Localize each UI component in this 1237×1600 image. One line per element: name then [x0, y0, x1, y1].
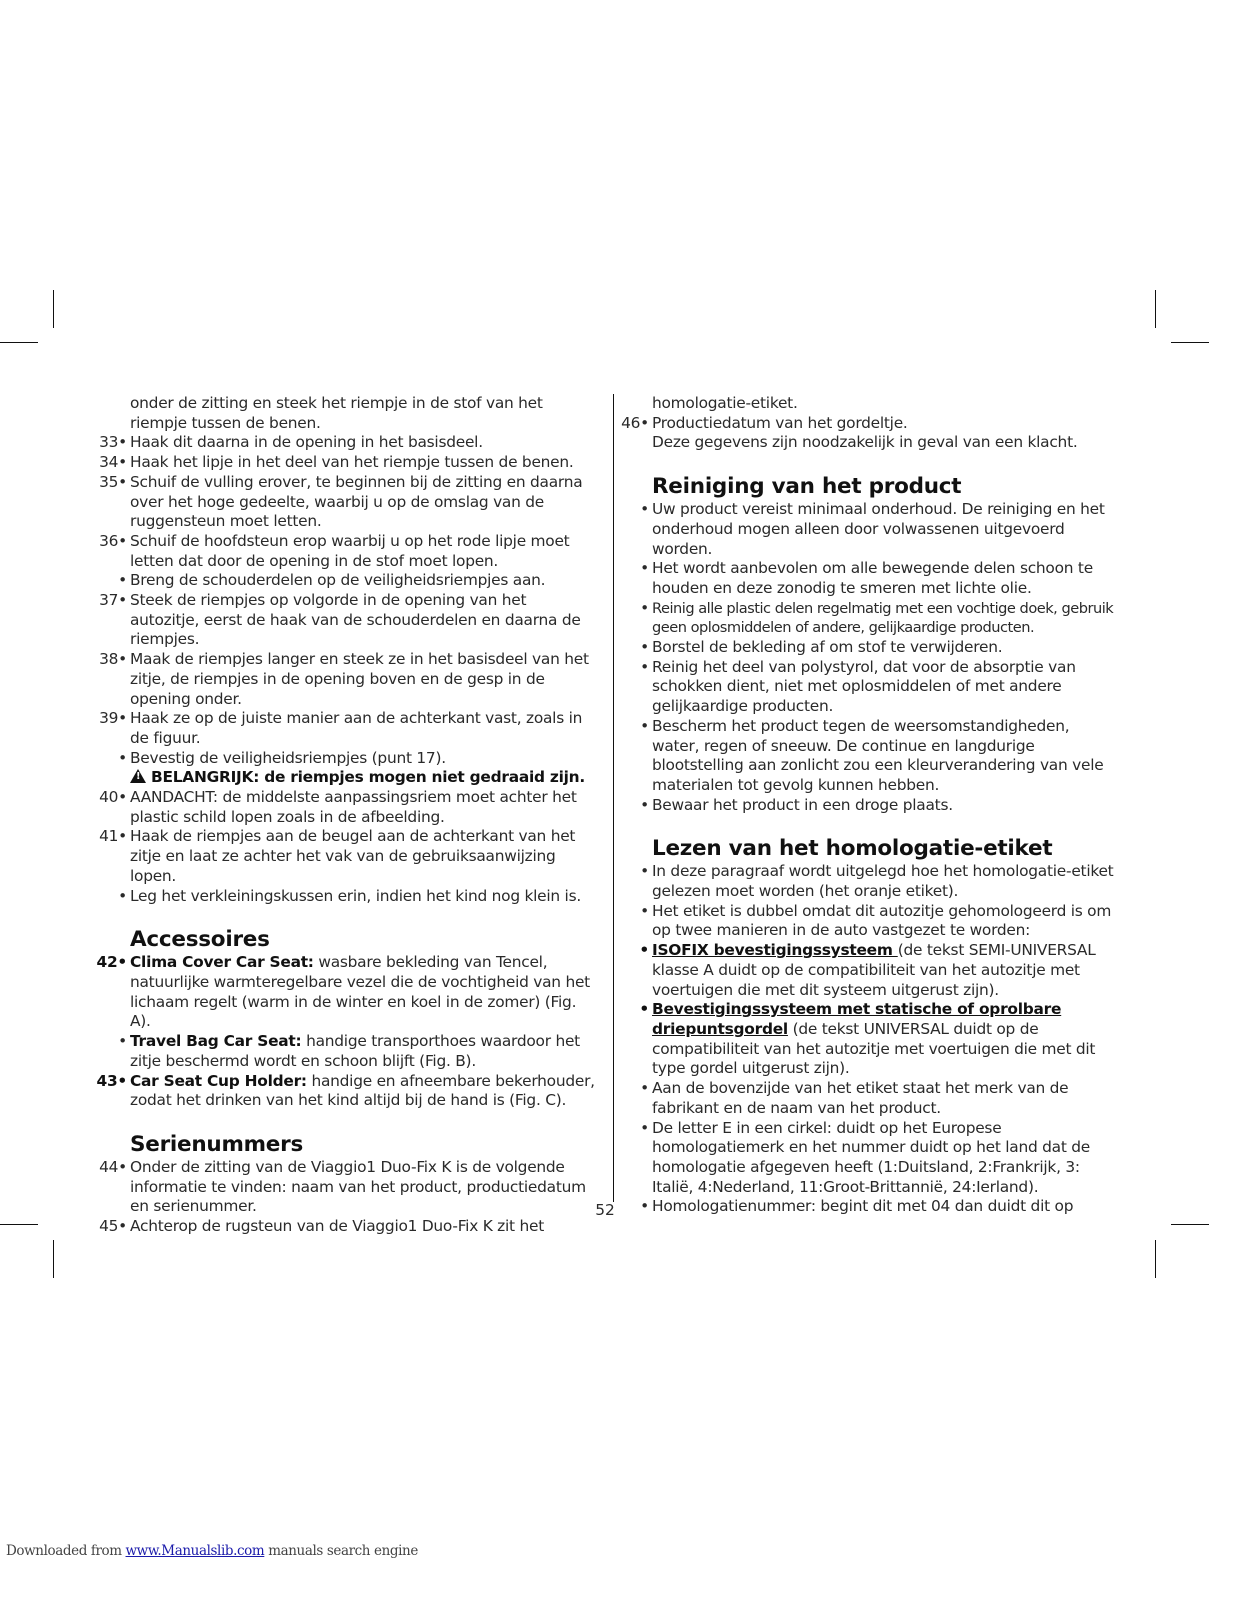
item-text: Achterop de rugsteun van de Viaggio1 Duo-Fix K zit het	[130, 1217, 544, 1236]
item-text: Homologatienummer: begint dit met 04 dan duidt dit op	[652, 1197, 1074, 1216]
item-text: Haak de riempjes aan de beugel aan de achterkant van het zitje en laat ze achter het vak van de gebruiksaanwijzing lopen.	[130, 827, 576, 885]
section-heading-reiniging: Reiniging van het product	[652, 474, 962, 500]
item-marker: •	[118, 886, 127, 905]
item-marker: 45•	[99, 1217, 127, 1236]
item-text: Schuif de hoofdsteun erop waarbij u op het rode lipje moet letten dat door de opening in de stof moet lopen.	[130, 531, 570, 570]
bullet: •	[640, 638, 649, 657]
bullet: •	[640, 1079, 649, 1098]
bullet: •	[640, 862, 649, 881]
bullet: •	[640, 716, 649, 735]
list-item	[96, 571, 596, 591]
page-number: 52	[595, 1201, 615, 1219]
item-marker: •	[118, 1032, 127, 1051]
list-item	[618, 1119, 1118, 1198]
bullet: •	[640, 559, 649, 578]
right-column	[618, 394, 1118, 1217]
list-item	[618, 941, 1118, 1000]
warning-note	[96, 768, 596, 788]
item-text: Haak ze op de juiste manier aan de achterkant vast, zoals in de figuur.	[130, 709, 583, 747]
paragraph	[96, 394, 596, 433]
item-marker: 40•	[99, 788, 127, 807]
list-item	[96, 453, 596, 473]
bullet: •	[640, 598, 649, 617]
bullet: •	[640, 901, 649, 920]
warning-icon	[130, 769, 146, 783]
crop-mark	[1155, 1240, 1156, 1278]
crop-mark	[53, 1240, 54, 1278]
bullet: •	[640, 1118, 649, 1137]
item-text: Haak dit daarna in de opening in het basisdeel.	[130, 433, 483, 452]
item-text: Onder de zitting van de Viaggio1 Duo-Fix K is de volgende informatie te vinden: naam van het product, productiedatum en serienummer.	[130, 1157, 586, 1216]
item-marker: 39•	[99, 709, 127, 728]
item-text: Bewaar het product in een droge plaats.	[652, 795, 953, 814]
item-text: De letter E in een cirkel: duidt op het Europese homologatiemerk en het nummer duidt op het land dat de homologatie afgegeven heeft (1:Duitsland, 2:Frankrijk, 3: Italië, 4:Nederland, 11:Groot-Brittannië, 24:Ierland).	[652, 1118, 1091, 1196]
item-marker: 44•	[99, 1157, 127, 1176]
list-item	[618, 717, 1118, 796]
item-text: Reinig alle plastic delen regelmatig met een vochtige doek, gebruik geen oplosmiddelen of andere, gelijkaardige producten.	[652, 599, 1114, 637]
item-label: ISOFIX bevestigingssysteem	[652, 941, 898, 960]
list-item	[96, 1032, 596, 1071]
list-item	[618, 559, 1118, 598]
list-item	[618, 862, 1118, 901]
item-label: Bevestigingssysteem met statische of oprolbare driepuntsgordel	[652, 1000, 1062, 1038]
list-item	[618, 796, 1118, 816]
paragraph	[618, 394, 1118, 414]
item-text: In deze paragraaf wordt uitgelegd hoe het homologatie-etiket gelezen moet worden (het oranje etiket).	[652, 862, 1114, 901]
list-item	[618, 902, 1118, 941]
list-item	[618, 500, 1118, 559]
bullet: •	[639, 941, 649, 960]
list-item	[96, 473, 596, 532]
column-divider	[613, 394, 614, 1202]
item-text: wasbare bekleding van Tencel, natuurlijke warmteregelbare vezel die de vochtigheid van het lichaam regelt (warm in de winter en koel in de zomer) (Fig. A).	[130, 953, 590, 1031]
item-marker: 35•	[99, 472, 127, 491]
list-item	[618, 1000, 1118, 1079]
bullet: •	[640, 1197, 649, 1216]
item-text: Bevestig de veiligheidsriempjes (punt 17).	[130, 748, 446, 767]
item-marker: 37•	[99, 591, 127, 610]
item-text: Haak het lipje in het deel van het riempje tussen de benen.	[130, 453, 574, 472]
crop-mark	[1171, 342, 1209, 343]
list-item	[96, 1158, 596, 1217]
list-item	[618, 414, 1118, 434]
left-column	[96, 394, 596, 1237]
list-item	[96, 532, 596, 571]
paragraph-text: onder de zitting en steek het riempje in de stof van het riempje tussen de benen.	[130, 394, 543, 432]
paragraph-text: Deze gegevens zijn noodzakelijk in geval van een klacht.	[652, 433, 1078, 452]
list-item	[96, 827, 596, 886]
item-marker: 33•	[99, 433, 127, 452]
list-item	[96, 1217, 596, 1237]
item-text: Maak de riempjes langer en steek ze in het basisdeel van het zitje, de riempjes in de opening boven en de gesp in de opening onder.	[130, 650, 589, 708]
list-item	[96, 1072, 596, 1111]
section-heading-serienummers: Serienummers	[130, 1131, 304, 1157]
item-text: (de tekst SEMI-UNIVERSAL klasse A duidt op de compatibiliteit van het autozitje met voertuigen die met dit systeem uitgerust zijn).	[652, 941, 1096, 999]
item-text: Productiedatum van het gordeltje.	[652, 413, 908, 432]
bullet: •	[639, 1000, 649, 1019]
item-text: Bescherm het product tegen de weersomstandigheden, water, regen of sneeuw. De continue en langdurige blootstelling aan zonlicht zou een kleurverandering van vele materialen tot gevolg kunnen hebben.	[652, 716, 1104, 794]
list-item	[618, 1079, 1118, 1118]
item-text: handige en afneembare bekerhouder, zodat het drinken van het kind altijd bij de hand is (Fig. C).	[130, 1071, 595, 1110]
list-item	[96, 591, 596, 650]
manualslib-link[interactable]: www.Manualslib.com	[125, 1543, 265, 1559]
item-marker: 43•	[96, 1071, 127, 1090]
item-text: Schuif de vulling erover, te beginnen bij de zitting en daarna over het hoge gedeelte, waarbij u op de omslag van de ruggensteun moet letten.	[130, 472, 583, 531]
bullet: •	[640, 500, 649, 519]
item-marker: •	[118, 748, 127, 767]
item-marker: 41•	[99, 827, 127, 846]
crop-mark	[0, 1224, 38, 1225]
item-label: Clima Cover Car Seat:	[130, 953, 314, 972]
list-item	[618, 1197, 1118, 1217]
crop-mark	[53, 290, 54, 328]
item-text: AANDACHT: de middelste aanpassingsriem moet achter het plastic schild lopen zoals in de afbeelding.	[130, 788, 577, 826]
crop-mark	[0, 342, 38, 343]
item-marker: 38•	[99, 650, 127, 669]
footer-prefix: Downloaded from	[6, 1543, 126, 1559]
list-item	[96, 788, 596, 827]
list-item	[96, 433, 596, 453]
item-text: Reinig het deel van polystyrol, dat voor de absorptie van schokken dient, niet met oplosmiddelen of met andere gelijkaardige producten.	[652, 657, 1076, 716]
footer-suffix: manuals search engine	[264, 1543, 418, 1559]
item-text: Breng de schouderdelen op de veiligheidsriempjes aan.	[130, 571, 546, 590]
list-item	[96, 887, 596, 907]
item-marker: 34•	[99, 453, 127, 472]
item-text: Aan de bovenzijde van het etiket staat het merk van de fabrikant en de naam van het product.	[652, 1079, 1069, 1117]
paragraph-text: homologatie-etiket.	[652, 394, 798, 412]
item-text: (de tekst UNIVERSAL duidt op de compatibiliteit van het autozitje met voertuigen die met dit type gordel uitgerust zijn).	[652, 1019, 1096, 1078]
bullet: •	[640, 657, 649, 676]
footer	[6, 1543, 418, 1559]
crop-mark	[1155, 290, 1156, 328]
item-text: Borstel de bekleding af om stof te verwijderen.	[652, 638, 1003, 657]
list-item	[618, 658, 1118, 717]
section-heading-lezen: Lezen van het homologatie-etiket	[652, 836, 1053, 862]
item-marker: •	[118, 571, 127, 590]
list-item	[618, 638, 1118, 658]
list-item	[618, 599, 1118, 638]
item-marker: 42•	[96, 953, 127, 972]
bullet: •	[640, 795, 649, 814]
list-item	[96, 709, 596, 748]
item-label: Travel Bag Car Seat:	[130, 1032, 302, 1051]
item-label: Car Seat Cup Holder:	[130, 1071, 307, 1090]
item-text: Het wordt aanbevolen om alle bewegende delen schoon te houden en deze zonodig te smeren met lichte olie.	[652, 559, 1093, 597]
item-text: Steek de riempjes op volgorde in de opening van het autozitje, eerst de haak van de schouderdelen en daarna de riempjes.	[130, 591, 581, 649]
item-marker: 46•	[621, 413, 649, 432]
item-text: Leg het verkleiningskussen erin, indien het kind nog klein is.	[130, 886, 581, 905]
list-item	[96, 650, 596, 709]
item-text: Het etiket is dubbel omdat dit autozitje gehomologeerd is om op twee manieren in de auto vastgezet te worden:	[652, 901, 1112, 940]
paragraph	[618, 433, 1118, 453]
item-marker: 36•	[99, 531, 127, 550]
section-heading-accessoires: Accessoires	[130, 927, 270, 953]
warning-text: BELANGRIJK: de riempjes mogen niet gedraaid zijn.	[151, 768, 585, 787]
item-text: Uw product vereist minimaal onderhoud. De reiniging en het onderhoud mogen alleen door volwassenen uitgevoerd worden.	[652, 500, 1105, 558]
crop-mark	[1171, 1224, 1209, 1225]
item-text: handige transporthoes waardoor het zitje beschermd wordt en schoon blijft (Fig. B).	[130, 1032, 580, 1070]
list-item	[96, 749, 596, 769]
list-item	[96, 953, 596, 1032]
